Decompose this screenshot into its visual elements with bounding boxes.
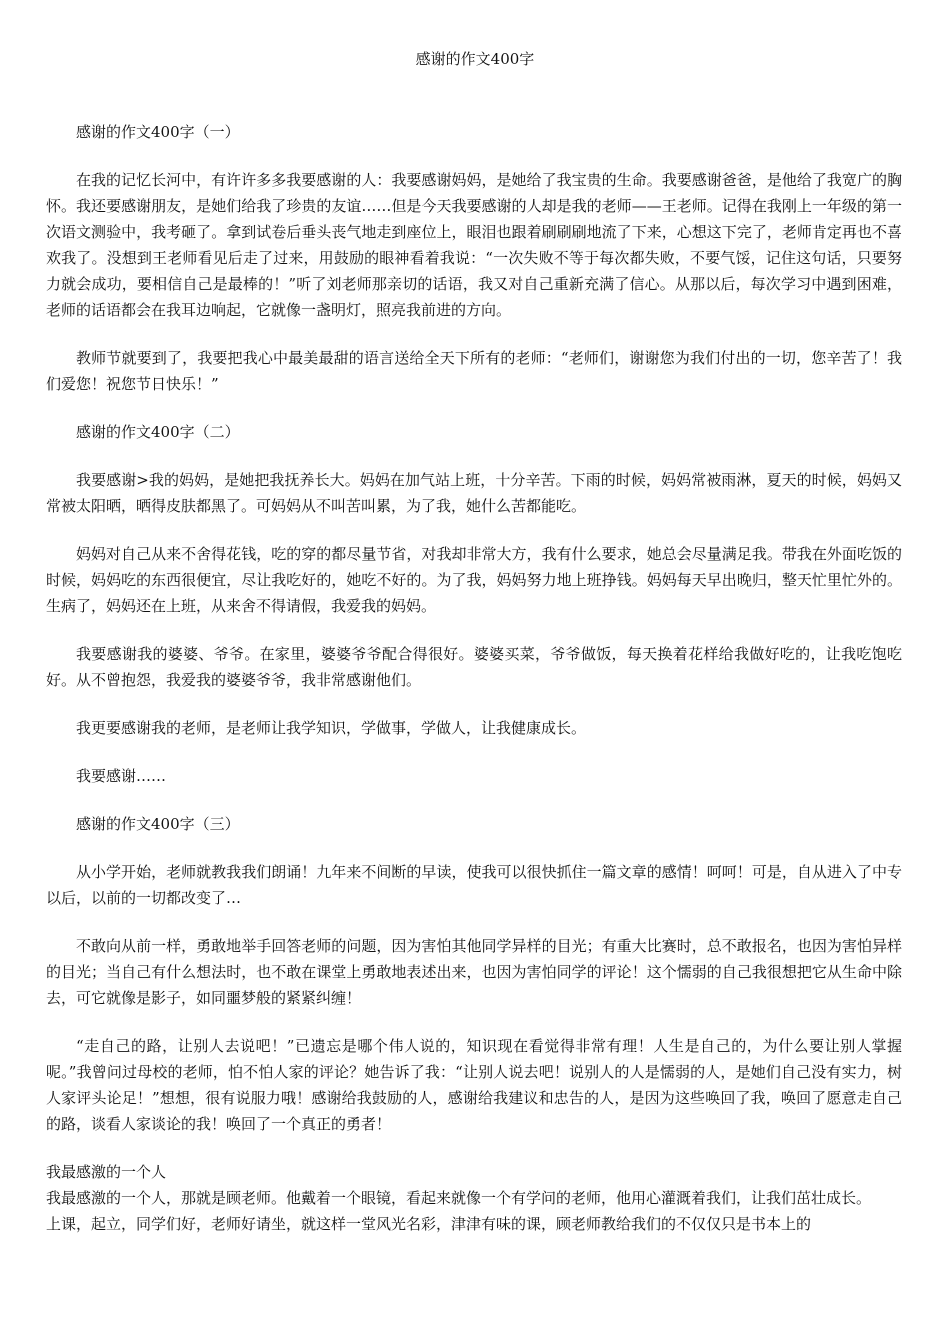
section-heading-text: 感谢的作文400字（一） — [76, 123, 240, 141]
paragraph-text: 妈妈对自己从来不舍得花钱，吃的穿的都尽量节省，对我却非常大方，我有什么要求，她总会尽量满足我。带我在外面吃饭的时候，妈妈吃的东西很便宜，尽让我吃好的，她吃不好的。为了我，妈妈努力地上班挣钱。妈妈每天早出晚归，整天忙里忙外的。生病了，妈妈还在上班，从来舍不得请假，我爱我的妈妈。 — [46, 545, 902, 615]
paragraph — [46, 641, 902, 693]
section-heading-text: 感谢的作文400字（三） — [76, 815, 240, 833]
essay-tail — [46, 1159, 902, 1237]
document-body — [46, 119, 902, 1237]
section-heading — [46, 811, 902, 837]
paragraph — [46, 345, 902, 397]
paragraph — [46, 467, 902, 519]
paragraph-text: 教师节就要到了，我要把我心中最美最甜的语言送给全天下所有的老师：“老师们，谢谢您为我们付出的一切，您辛苦了！我们爱您！祝您节日快乐！” — [46, 349, 902, 393]
paragraph — [46, 859, 902, 911]
paragraph-text: 我要感谢我的婆婆、爷爷。在家里，婆婆爷爷配合得很好。婆婆买菜，爷爷做饭，每天换着花样给我做好吃的，让我吃饱吃好。从不曾抱怨，我爱我的婆婆爷爷，我非常感谢他们。 — [46, 645, 902, 689]
section-heading-text: 感谢的作文400字（二） — [76, 423, 240, 441]
paragraph — [46, 1033, 902, 1137]
page-title: 感谢的作文400字 — [415, 50, 535, 68]
paragraph — [46, 167, 902, 323]
section-heading — [46, 419, 902, 445]
tail-line: 我最感激的一个人，那就是顾老师。他戴着一个眼镜，看起来就像一个有学问的老师，他用心灌溉着我们，让我们茁壮成长。 — [46, 1189, 872, 1207]
tail-line: 上课，起立，同学们好，老师好请坐，就这样一堂风光名彩，津津有味的课，顾老师教给我们的不仅仅只是书本上的 — [46, 1215, 812, 1233]
paragraph-text: 在我的记忆长河中，有许许多多我要感谢的人：我要感谢妈妈，是她给了我宝贵的生命。我要感谢爸爸，是他给了我宽广的胸怀。我还要感谢朋友，是她们给我了珍贵的友谊……但是今天我要感谢的人却是我的老师——王老师。记得在我刚上一年级的第一次语文测验中，我考砸了。拿到试卷后垂头丧气地走到座位上，眼泪也跟着刷刷刷地流了下来，心想这下完了，老师肯定再也不喜欢我了。没想到王老师看见后走了过来，用鼓励的眼神看着我说：“一次失败不等于每次都失败，不要气馁，记住这句话，只要努力就会成功，要相信自己是最棒的！”听了刘老师那亲切的话语，我又对自己重新充满了信心。从那以后，每次学习中遇到困难，老师的话语都会在我耳边响起，它就像一盏明灯，照亮我前进的方向。 — [46, 171, 902, 319]
paragraph — [46, 933, 902, 1011]
paragraph — [46, 541, 902, 619]
paragraph-text: 从小学开始，老师就教我我们朗诵！九年来不间断的早读，使我可以很快抓住一篇文章的感情！呵呵！可是，自从进入了中专以后，以前的一切都改变了… — [46, 863, 902, 907]
paragraph-text: 我要感谢>我的妈妈，是她把我抚养长大。妈妈在加气站上班，十分辛苦。下雨的时候，妈妈常被雨淋，夏天的时候，妈妈又常被太阳晒，晒得皮肤都黑了。可妈妈从不叫苦叫累，为了我，她什么苦都能吃。 — [46, 471, 902, 515]
paragraph — [46, 715, 902, 741]
paragraph-text: 不敢向从前一样，勇敢地举手回答老师的问题，因为害怕其他同学异样的目光；有重大比赛时，总不敢报名，也因为害怕异样的目光；当自己有什么想法时，也不敢在课堂上勇敢地表述出来，也因为害怕同学的评论！这个懦弱的自己我很想把它从生命中除去，可它就像是影子，如同噩梦般的紧紧纠缠！ — [46, 937, 902, 1007]
paragraph-text: 我要感谢…… — [76, 767, 167, 785]
section-heading — [46, 119, 902, 145]
tail-heading: 我最感激的一个人 — [46, 1163, 167, 1181]
paragraph-text: 我更要感谢我的老师，是老师让我学知识，学做事，学做人，让我健康成长。 — [76, 719, 587, 737]
paragraph — [46, 763, 902, 789]
paragraph-text: “走自己的路，让别人去说吧！”已遗忘是哪个伟人说的，知识现在看觉得非常有理！人生是自己的，为什么要让别人掌握呢。”我曾问过母校的老师，怕不怕人家的评论？她告诉了我：“让别人说去吧！说别人的人是懦弱的人，是她们自己没有实力，树人家评头论足！”想想，很有说服力哦！感谢给我鼓励的人，感谢给我建议和忠告的人，是因为这些唤回了我，唤回了愿意走自己的路，谈看人家谈论的我！唤回了一个真正的勇者！ — [46, 1037, 902, 1133]
